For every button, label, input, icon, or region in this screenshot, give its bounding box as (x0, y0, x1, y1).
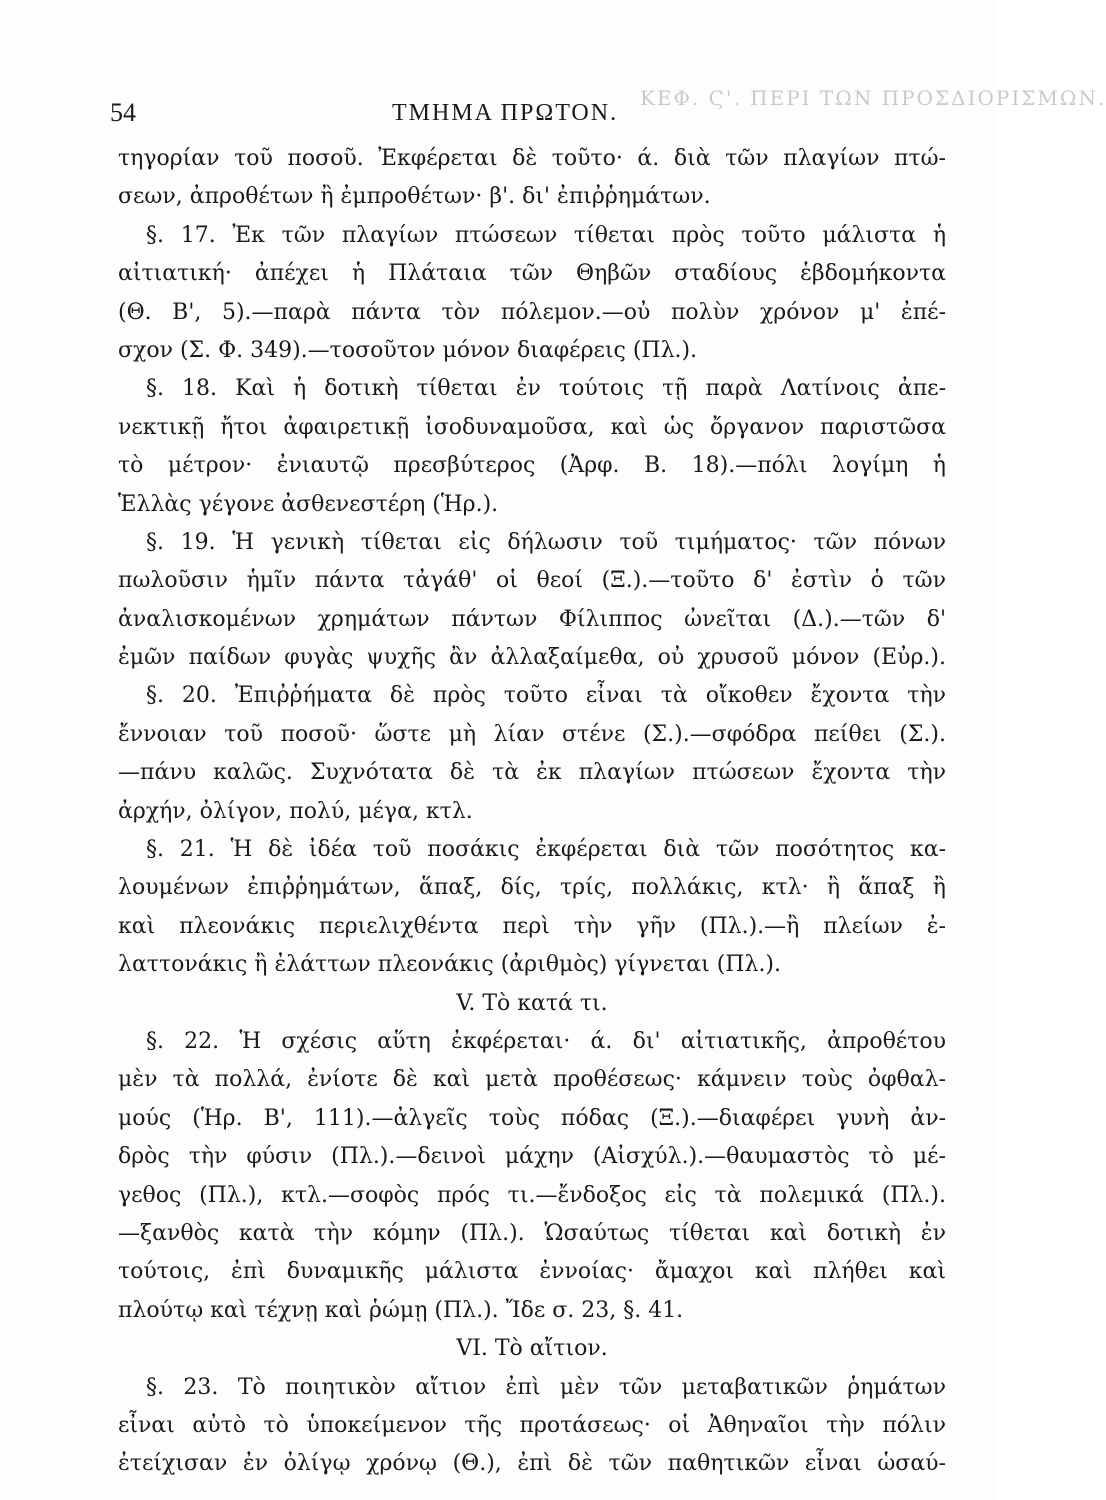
text-line: σεων, ἀπροθέτων ἢ ἐμπροθέτων· β'. δι' ἐπιῤῥημάτων. (118, 184, 711, 210)
section-heading-vi: VI. Τὸ αἴτιον. (456, 1336, 608, 1362)
paragraph-22-start: §. 22. Ἡ σχέσις αὕτη ἐκφέρεται· ά. δι' αἰτιατικῆς, ἀπροθέτου (146, 1028, 946, 1054)
paragraph-19-start: §. 19. Ἡ γενικὴ τίθεται εἰς δήλωσιν τοῦ τιμήματος· τῶν πόνων (146, 529, 946, 555)
section-heading-v: V. Τὸ κατά τι. (456, 990, 608, 1016)
text-line: λουμένων ἐπιῤῥημάτων, ἅπαξ, δίς, τρίς, πολλάκις, κτλ· ἢ ἅπαξ ἢ (118, 875, 946, 901)
text-line: μὲν τὰ πολλά, ἐνίοτε δὲ καὶ μετὰ προθέσεως· κάμνειν τοὺς ὀφθαλ- (118, 1067, 946, 1093)
text-line: Ἑλλὰς γέγονε ἀσθενεστέρη (Ἡρ.). (118, 491, 499, 517)
text-line: —ξανθὸς κατὰ τὴν κόμην (Πλ.). Ὡσαύτως τίθεται καὶ δοτικὴ ἐν (118, 1220, 946, 1246)
text-line: λαττονάκις ἢ ἐλάττων πλεονάκις (ἀριθμὸς) γίγνεται (Πλ.). (118, 952, 782, 978)
paragraph-21-start: §. 21. Ἡ δὲ ἰδέα τοῦ ποσάκις ἐκφέρεται διὰ τῶν ποσότητος κα- (146, 837, 946, 863)
paragraph-23-start: §. 23. Τὸ ποιητικὸν αἴτιον ἐπὶ μὲν τῶν μεταβατικῶν ῥημάτων (146, 1374, 946, 1400)
text-line: σχον (Σ. Φ. 349).—τοσοῦτον μόνον διαφέρεις (Πλ.). (118, 337, 698, 363)
text-line: (Θ. Β', 5).—παρὰ πάντα τὸν πόλεμον.—οὐ πολὺν χρόνον μ' ἐπέ- (118, 299, 946, 325)
text-line: ἀναλισκομένων χρημάτων πάντων Φίλιππος ὠνεῖται (Δ.).—τῶν δ' (118, 606, 946, 632)
text-line: καὶ πλεονάκις περιελιχθέντα περὶ τὴν γῆν (Πλ.).—ἢ πλείων ἐ- (118, 913, 946, 939)
text-line: τούτοις, ἐπὶ δυναμικῆς μάλιστα ἐννοίας· ἄμαχοι καὶ πλήθει καὶ (118, 1259, 946, 1285)
text-line: ἐτείχισαν ἐν ὀλίγῳ χρόνῳ (Θ.), ἐπὶ δὲ τῶν παθητικῶν εἶναι ὡσαύ- (118, 1451, 946, 1477)
text-line: πωλοῦσιν ἡμῖν πάντα τἀγάθ' οἱ θεοί (Ξ.).—τοῦτο δ' ἐστὶν ὁ τῶν (118, 568, 946, 594)
running-head: ΤΜΗΜΑ ΠΡΩΤΟΝ. (392, 100, 619, 126)
text-line: ἀρχήν, ὀλίγον, πολύ, μέγα, κτλ. (118, 798, 473, 824)
text-line: τηγορίαν τοῦ ποσοῦ. Ἐκφέρεται δὲ τοῦτο· ά. διὰ τῶν πλαγίων πτώ- (118, 146, 946, 171)
paragraph-20-start: §. 20. Ἐπιῤῥήματα δὲ πρὸς τοῦτο εἶναι τὰ οἴκοθεν ἔχοντα τὴν (146, 683, 946, 709)
text-line: πλούτῳ καὶ τέχνῃ καὶ ῥώμῃ (Πλ.). Ἴδε σ. 23, §. 41. (118, 1297, 684, 1323)
text-line: αἰτιατική· ἀπέχει ἡ Πλάταια τῶν Θηβῶν σταδίους ἑβδομήκοντα (118, 261, 946, 287)
page-number: 54 (110, 98, 136, 127)
text-line: γεθος (Πλ.), κτλ.—σοφὸς πρός τι.—ἔνδοξος εἰς τὰ πολεμικά (Πλ.). (118, 1182, 946, 1208)
text-line: ἐμῶν παίδων φυγὰς ψυχῆς ἂν ἀλλαξαίμεθα, οὐ χρυσοῦ μόνον (Εὐρ.). (118, 645, 946, 671)
text-line: μούς (Ἡρ. Β', 111).—ἀλγεῖς τοὺς πόδας (Ξ.).—διαφέρει γυνὴ ἀν- (118, 1105, 946, 1131)
text-line: —πάνυ καλῶς. Συχνότατα δὲ τὰ ἐκ πλαγίων πτώσεων ἔχοντα τὴν (118, 760, 946, 786)
text-line: δρὸς τὴν φύσιν (Πλ.).—δεινοὶ μάχην (Αἰσχύλ.).—θαυμαστὸς τὸ μέ- (118, 1144, 946, 1170)
text-line: τὸ μέτρον· ἐνιαυτῷ πρεσβύτερος (Ἀρφ. Β. 18).—πόλι λογίμη ἡ (118, 453, 946, 479)
bleed-through-header: ΚΕΦ. Ϛ'. ΠΕΡΙ ΤΩΝ ΠΡΟΣΔΙΟΡΙΣΜΩΝ. (640, 86, 1106, 110)
text-line: εἶναι αὐτὸ τὸ ὑποκείμενον τῆς προτάσεως· οἱ Ἀθηναῖοι τὴν πόλιν (118, 1412, 946, 1438)
text-line: ἔννοιαν τοῦ ποσοῦ· ὥστε μὴ λίαν στένε (Σ.).—σφόδρα πείθει (Σ.). (118, 721, 946, 747)
paragraph-18-start: §. 18. Καὶ ἡ δοτικὴ τίθεται ἐν τούτοις τῇ παρὰ Λατίνοις ἀπε- (146, 376, 946, 402)
paragraph-17-start: §. 17. Ἐκ τῶν πλαγίων πτώσεων τίθεται πρὸς τοῦτο μάλιστα ἡ (146, 222, 946, 248)
text-line: νεκτικῇ ἤτοι ἀφαιρετικῇ ἰσοδυναμοῦσα, καὶ ὡς ὄργανον παριστῶσα (118, 414, 946, 440)
page-header (110, 98, 930, 138)
body-text (118, 140, 946, 1484)
